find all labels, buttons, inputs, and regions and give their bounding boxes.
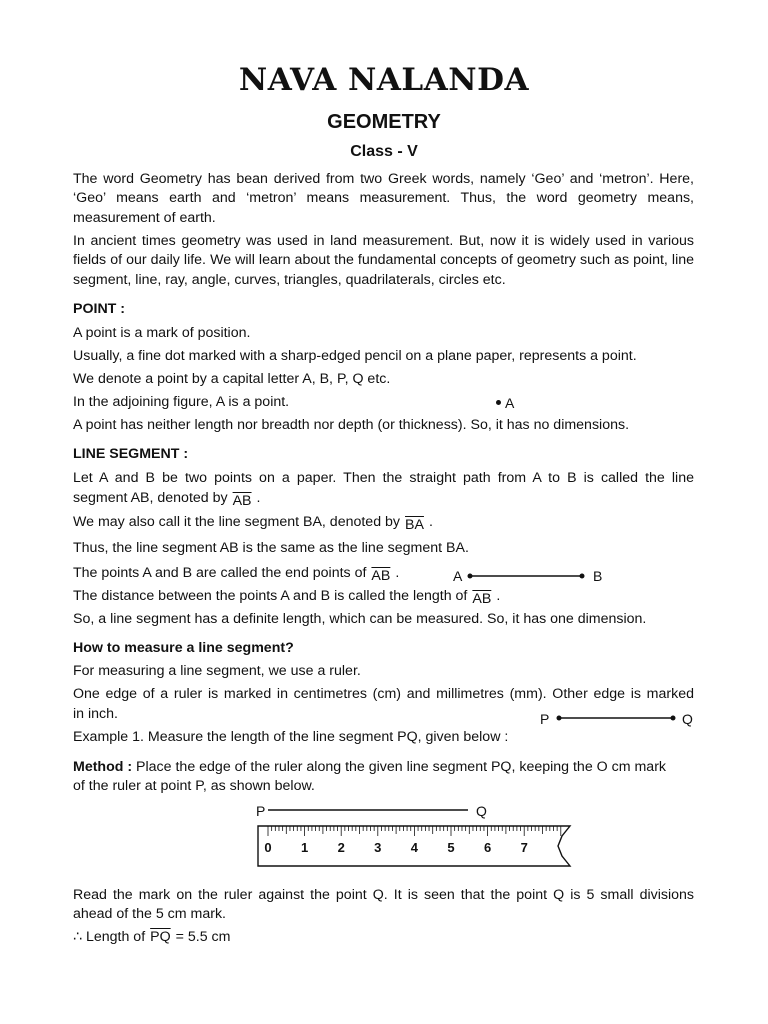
ruler-number: 4 [410,840,419,855]
segment-line-5 [73,564,399,583]
segment-line-4: Thus, the line segment AB is the same as the line segment BA. [73,540,469,556]
ruler-label-q: Q [476,803,487,819]
segment-line-2-text: segment AB, denoted by [73,490,228,506]
segment-ab-notation: $\overline{AB}$ [232,493,252,509]
point-line-1: A point is a mark of position. [73,325,251,341]
pq-figure-label-q: Q [682,711,693,727]
segment-line-5-text: The points A and B are called the end points of [73,565,367,581]
ruler-number: 6 [483,840,492,855]
method-line-1 [73,758,666,777]
method-text: Place the edge of the ruler along the given line segment PQ, keeping the O cm mark [132,759,667,775]
ruler-number: 5 [447,840,455,855]
segment-line-1: Let A and B be two points on a paper. Then the straight path from A to B is called the line [73,470,694,486]
ruler-number: 0 [264,840,272,855]
point-line-5: A point has neither length nor breadth nor depth (or thickness). So, it has no dimensions. [73,417,630,433]
ruler-number: 1 [300,840,309,855]
intro-paragraph-1: The word Geometry has bean derived from two Greek words, namely ‘Geo’ and ‘metron’. Here, ‘Geo’ means earth and ‘metron’ means measurement. Thus, the word geometry means, measurement of earth. [73,171,694,226]
point-dot [496,400,501,405]
measure-heading: How to measure a line segment? [73,640,294,656]
measure-line-2: One edge of a ruler is marked in centimetres (cm) and millimetres (mm). Other edge is marked [73,686,694,702]
segment-ab-notation: $\overline{AB}$ [371,568,391,584]
segment-line-3-text: We may also call it the line segment BA, denoted by [73,514,401,530]
period: . [496,588,501,604]
result-line [73,928,230,947]
segment-ba-notation: $\overline{BA}$ [405,517,424,533]
read-line-2: ahead of the 5 cm mark. [73,906,226,922]
class-label: Class - V [350,143,418,160]
segment-figure-label-b: B [593,568,603,584]
measure-line-4: Example 1. Measure the length of the line segment PQ, given below : [73,729,509,745]
segment-line-6 [73,587,500,606]
method-label: Method : [73,759,133,775]
subject-title: GEOMETRY [327,111,441,133]
segment-line-7: So, a line segment has a definite length, which can be measured. So, it has one dimension. [73,611,647,627]
point-line-2: Usually, a fine dot marked with a sharp-edged pencil on a plane paper, represents a point. [73,348,637,364]
point-figure-label: A [505,395,515,411]
segment-heading: LINE SEGMENT : [73,446,189,462]
ruler-ticks [268,826,561,836]
pq-figure-label-p: P [540,711,550,727]
period: . [395,565,400,581]
pq-line [555,712,679,724]
period: . [428,514,433,530]
ruler-number: 3 [374,840,382,855]
period: . [256,490,261,506]
result-prefix: ∴ Length of [73,929,146,945]
school-title: NAVA NALANDA [238,62,530,98]
result-pq-notation: $\overline{PQ}$ [150,929,171,945]
result-value: = 5.5 cm [175,929,231,945]
point-heading: POINT : [73,301,126,317]
point-line-3: We denote a point by a capital letter A, B, P, Q etc. [73,371,391,387]
ruler-svg [250,800,580,872]
measure-line-3: in inch. [73,706,118,722]
segment-figure-label-a: A [453,568,463,584]
ruler-number: 7 [520,840,528,855]
ruler-number: 2 [337,840,345,855]
segment-line-2 [73,489,260,508]
read-line-1: Read the mark on the ruler against the point Q. It is seen that the point Q is 5 small divisions [73,887,694,903]
ruler-figure [250,800,580,872]
point-line-4: In the adjoining figure, A is a point. [73,394,290,410]
ruler-numbers [264,840,527,855]
ruler-label-p: P [256,803,266,819]
intro-paragraph-2: In ancient times geometry was used in land measurement. But, now it is widely used in various fields of our daily life. We will learn about the fundamental concepts of geometry such as point, line segment, line, ray, angle, curves, triangles, quadrilaterals, circles etc. [73,233,694,288]
method-line-2: of the ruler at point P, as shown below. [73,778,315,794]
segment-line-3 [73,513,433,532]
segment-ab-notation: $\overline{AB}$ [472,591,492,607]
segment-ab-line [466,570,588,582]
segment-line-6-text: The distance between the points A and B is called the length of [73,588,468,604]
measure-line-1: For measuring a line segment, we use a ruler. [73,663,361,679]
